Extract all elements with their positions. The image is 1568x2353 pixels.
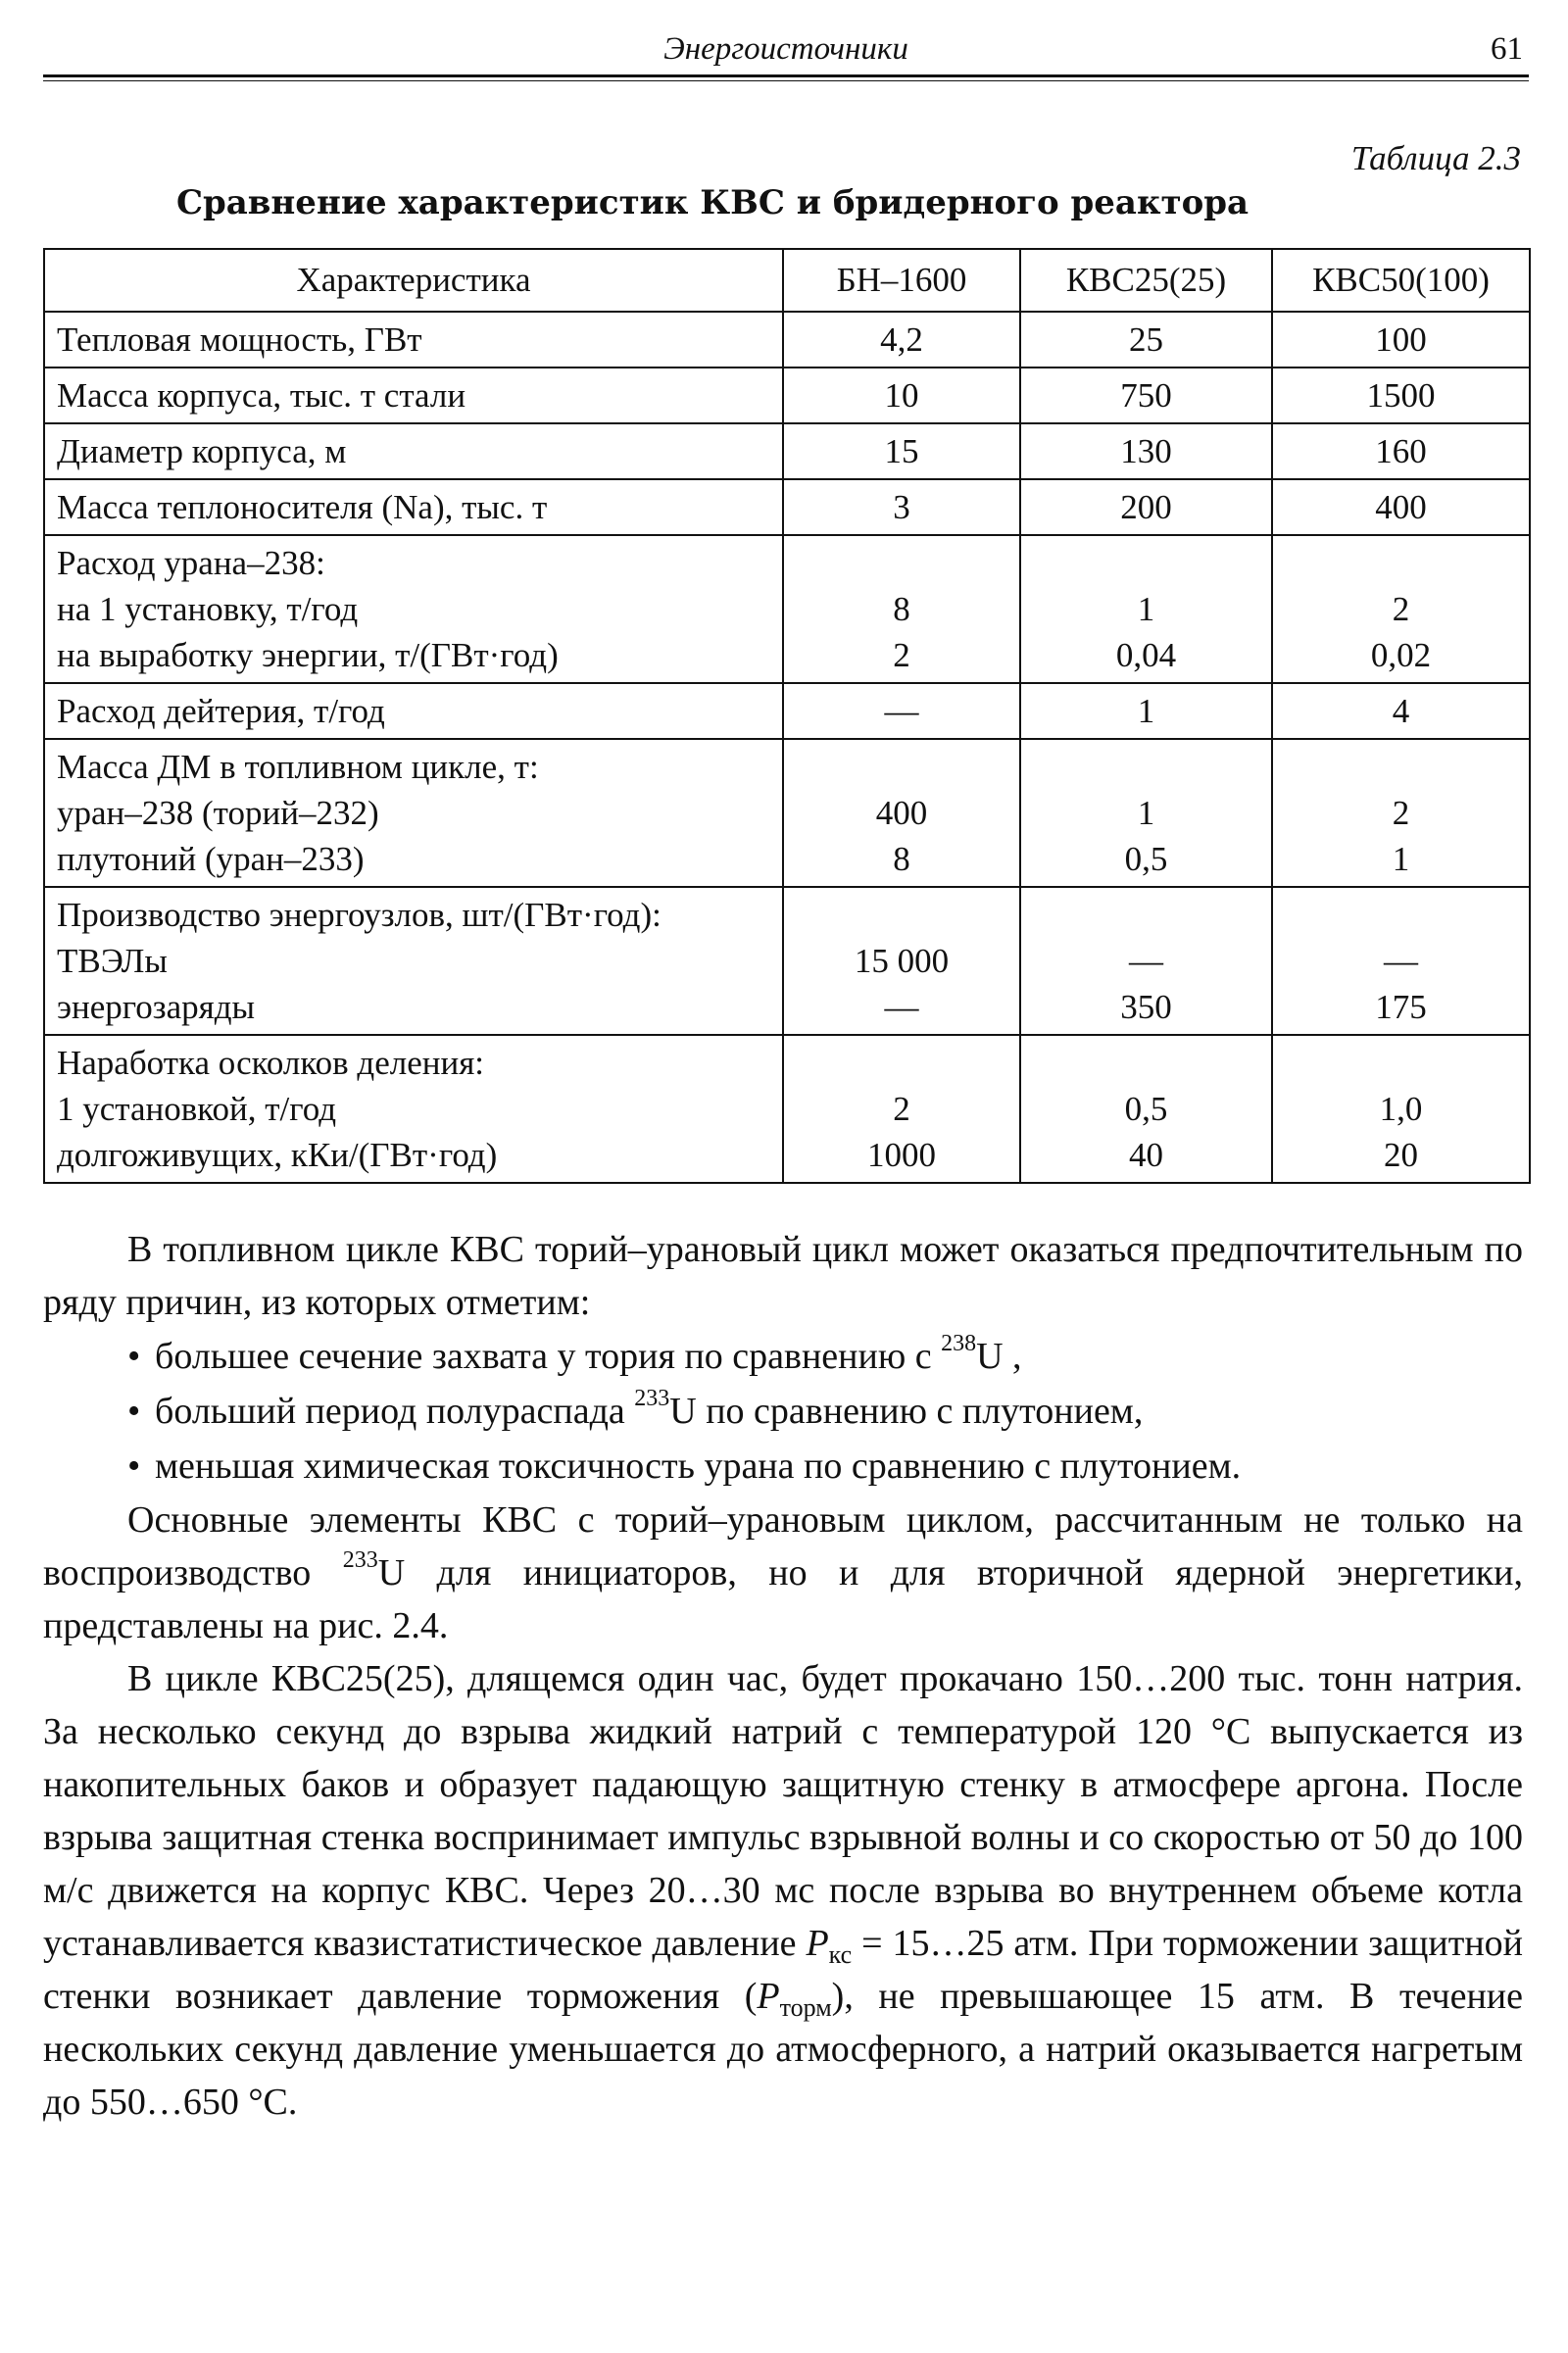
list-item-text: U , [976, 1336, 1022, 1377]
cell-value: 2 [1392, 794, 1410, 832]
header-rule [43, 74, 1529, 77]
row-label: Расход дейтерия, т/год [57, 692, 385, 730]
value-cell [783, 683, 1020, 739]
table-row [44, 887, 1530, 1035]
bullet-icon: • [127, 1336, 141, 1377]
paragraph-intro: В топливном цикле КВС торий–урановый цикл может оказаться предпочтительным по ряду причин, из которых отметим: [43, 1229, 1523, 1323]
paragraph-text: Основные элементы КВС с торий–урановым циклом, рассчитанным не только на воспроизводство [43, 1499, 1523, 1593]
cell-value: 1 [1137, 590, 1155, 628]
cell-value: 350 [1120, 988, 1172, 1026]
cell-value: — [884, 988, 919, 1026]
running-header [43, 29, 1529, 69]
value-cell [1020, 423, 1272, 479]
cell-value: 1500 [1366, 376, 1436, 415]
cell-value: 20 [1384, 1136, 1418, 1174]
value-cell [1020, 312, 1272, 368]
value-cell [783, 1035, 1020, 1183]
table-body [44, 312, 1530, 1183]
table-header-row [44, 249, 1530, 312]
list-item [43, 1384, 1529, 1439]
row-label: Масса теплоносителя (Na), тыс. т [57, 488, 548, 526]
value-cell [783, 312, 1020, 368]
row-label: Наработка осколков деления: [57, 1044, 485, 1082]
row-label: уран–238 (торий–232) [57, 794, 379, 832]
value-cell [783, 368, 1020, 423]
page [43, 29, 1529, 2129]
cell-value: 1000 [867, 1136, 936, 1174]
row-label: долгоживущих, кКи/(ГВт·год) [57, 1136, 498, 1174]
cell-value: 2 [1392, 590, 1410, 628]
value-cell [1272, 1035, 1530, 1183]
cell-value: 15 000 [854, 942, 950, 980]
cell-value: 1 [1137, 794, 1155, 832]
cell-value: 400 [875, 794, 928, 832]
paragraph-text: U для инициаторов, но и для вторичной ядерной энергетики, представлены на рис. 2.4. [43, 1552, 1524, 1646]
isotope-mass: 233 [634, 1386, 670, 1411]
value-cell [1020, 887, 1272, 1035]
table-row [44, 368, 1530, 423]
cell-value: 1,0 [1379, 1090, 1423, 1128]
cell-value: 0,5 [1124, 1090, 1168, 1128]
list-item [43, 1329, 1529, 1384]
cell-value: 2 [893, 1090, 910, 1128]
cell-value: 200 [1120, 488, 1172, 526]
value-cell [1272, 739, 1530, 887]
column-header: Характеристика [44, 249, 783, 312]
row-label-cell [44, 1035, 783, 1183]
pressure-subscript: кс [828, 1940, 853, 1969]
value-cell [1020, 683, 1272, 739]
column-header: КВС25(25) [1020, 249, 1272, 312]
bullet-icon: • [127, 1446, 141, 1487]
cell-value: 175 [1375, 988, 1427, 1026]
row-label: на выработку энергии, т/(ГВт·год) [57, 636, 559, 674]
row-label: 1 установкой, т/год [57, 1090, 337, 1128]
cell-value: 4 [1392, 692, 1410, 730]
pressure-subscript: торм [779, 1993, 832, 2022]
value-cell [1272, 368, 1530, 423]
cell-value: 1 [1137, 692, 1155, 730]
value-cell [1272, 887, 1530, 1035]
value-cell [783, 739, 1020, 887]
isotope-mass: 238 [941, 1331, 977, 1356]
row-label: Расход урана–238: [57, 544, 325, 582]
row-label: Тепловая мощность, ГВт [57, 320, 422, 359]
cell-value: 0,04 [1115, 636, 1177, 674]
cell-value: 160 [1375, 432, 1427, 470]
value-cell [783, 423, 1020, 479]
paragraph-text: В цикле КВС25(25), длящемся один час, будет прокачано 150…200 тыс. тонн натрия. За несколько секунд до взрыва жидкий натрий с температурой 120 °С выпускается из накопительных баков и образует падающую защитную стенку в атмосфере аргона. После взрыва защитная стенка воспринимает импульс взрывной волны и со скоростью от 50 до 100 м/с движется на корпус КВС. Через 20…30 мс после взрыва во внутреннем объеме котла устанавливается квазистатистическое давление [43, 1658, 1523, 1964]
row-label-cell [44, 535, 783, 683]
paragraph-text: = 15…25 атм. При торможении защитной стенки возникает давление торможения ( [43, 1923, 1523, 2017]
cell-value: 8 [893, 590, 910, 628]
table-row [44, 683, 1530, 739]
value-cell [1272, 535, 1530, 683]
row-label: Масса ДМ в топливном цикле, т: [57, 748, 539, 786]
cell-value: 10 [884, 376, 919, 415]
value-cell [783, 479, 1020, 535]
value-cell [1020, 368, 1272, 423]
row-label: ТВЭЛы [57, 942, 168, 980]
table-row [44, 739, 1530, 887]
comparison-table [43, 248, 1531, 1184]
cell-value: 750 [1120, 376, 1172, 415]
isotope-mass: 233 [342, 1547, 378, 1573]
page-number: 61 [1491, 31, 1523, 67]
list-item-text: большее сечение захвата у тория по сравнению с [155, 1336, 932, 1377]
row-label-cell [44, 312, 783, 368]
table-number: Таблица 2.3 [1350, 139, 1521, 177]
table-row [44, 423, 1530, 479]
cell-value: 400 [1375, 488, 1427, 526]
pressure-symbol: P [806, 1923, 829, 1964]
value-cell [1020, 479, 1272, 535]
row-label: энергозаряды [57, 988, 256, 1026]
table-row [44, 1035, 1530, 1183]
cell-value: 4,2 [880, 320, 923, 359]
running-title: Энергоисточники [663, 31, 908, 67]
cell-value: 3 [893, 488, 910, 526]
row-label: плутоний (уран–233) [57, 840, 365, 878]
table-row [44, 312, 1530, 368]
bullet-icon: • [127, 1391, 141, 1432]
cell-value: — [884, 692, 919, 730]
pressure-symbol: P [757, 1976, 780, 2017]
row-label-cell [44, 423, 783, 479]
cell-value: 25 [1129, 320, 1163, 359]
table-row [44, 535, 1530, 683]
row-label-cell [44, 368, 783, 423]
list-item [43, 1439, 1529, 1494]
value-cell [783, 887, 1020, 1035]
cell-value: — [1384, 942, 1418, 980]
paragraph-cycle [43, 1652, 1523, 2129]
row-label-cell [44, 739, 783, 887]
row-label: на 1 установку, т/год [57, 590, 359, 628]
cell-value: 2 [893, 636, 910, 674]
cell-value: 100 [1375, 320, 1427, 359]
row-label: Производство энергоузлов, шт/(ГВт·год): [57, 896, 662, 934]
value-cell [1272, 423, 1530, 479]
cell-value: 1 [1392, 840, 1410, 878]
cell-value: — [1129, 942, 1163, 980]
value-cell [1020, 535, 1272, 683]
table-caption: Сравнение характеристик КВС и бридерного реактора [175, 183, 1250, 222]
cell-value: 0,02 [1370, 636, 1432, 674]
list-item-text: меньшая химическая токсичность урана по сравнению с плутонием. [155, 1446, 1242, 1487]
cell-value: 15 [884, 432, 919, 470]
list-item-text: U по сравнению с плутонием, [669, 1391, 1144, 1432]
row-label: Диаметр корпуса, м [57, 432, 347, 470]
value-cell [783, 535, 1020, 683]
list-item-text: больший период полураспада [155, 1391, 625, 1432]
value-cell [1272, 312, 1530, 368]
cell-value: 130 [1120, 432, 1172, 470]
value-cell [1020, 739, 1272, 887]
paragraph-elements [43, 1494, 1523, 1652]
value-cell [1272, 683, 1530, 739]
header-rule-thin [43, 80, 1529, 81]
row-label-cell [44, 479, 783, 535]
paragraph-text: ), не превышающее 15 атм. В течение нескольких секунд давление уменьшается до атмосферного, а натрий оказывается нагретым до 550…650 °С. [43, 1976, 1523, 2123]
table-row [44, 479, 1530, 535]
column-header: КВС50(100) [1272, 249, 1530, 312]
value-cell [1272, 479, 1530, 535]
row-label: Масса корпуса, тыс. т стали [57, 376, 466, 415]
row-label-cell [44, 683, 783, 739]
value-cell [1020, 1035, 1272, 1183]
cell-value: 0,5 [1124, 840, 1168, 878]
cell-value: 40 [1129, 1136, 1163, 1174]
row-label-cell [44, 887, 783, 1035]
column-header: БН–1600 [783, 249, 1020, 312]
cell-value: 8 [893, 840, 910, 878]
